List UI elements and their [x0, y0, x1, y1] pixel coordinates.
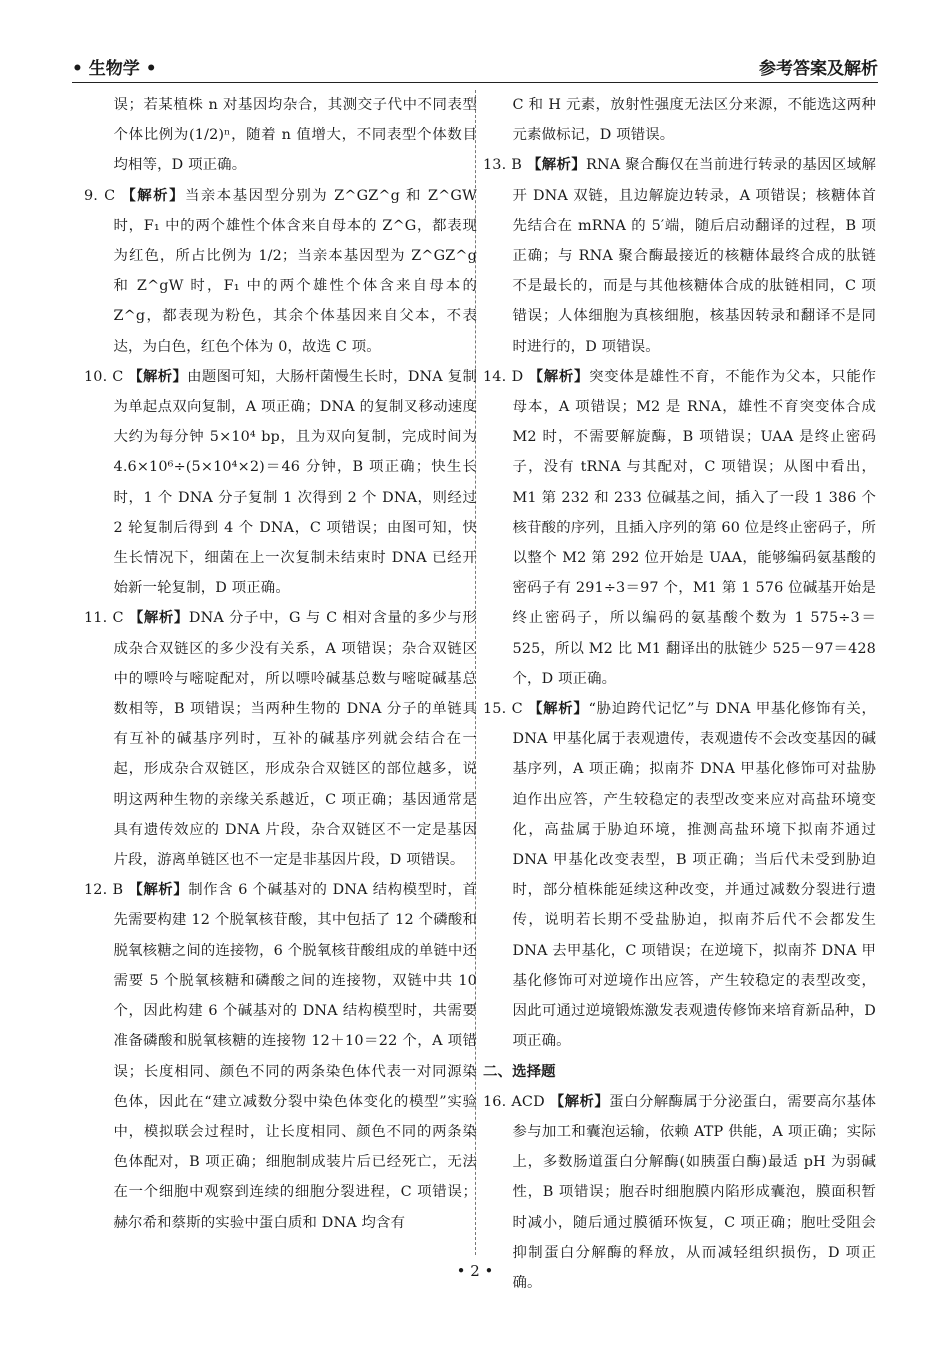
left-column [84, 90, 477, 1238]
answer-8-continuation: 误；若某植株 n 对基因均杂合，其测交子代中不同表型个体比例为(1/2)ⁿ，随着 n 值增大，不同表型个体数目均相等，D 项正确。 [113, 97, 477, 174]
analysis-tag: 【解析】 [128, 882, 189, 899]
answer-number: 15. C [483, 701, 523, 718]
analysis-tag: 【解析】 [528, 701, 589, 718]
answer-10 [84, 362, 477, 604]
analysis-tag: 【解析】 [549, 1093, 610, 1110]
analysis-tag: 【解析】 [526, 157, 587, 174]
answer-number: 14. D [483, 368, 524, 385]
section-heading: 二、选择题 [483, 1063, 556, 1080]
answer-number: 11. C [84, 610, 124, 627]
header-title: 参考答案及解析 [759, 59, 878, 79]
answer-number: 12. B [84, 882, 124, 899]
answer-text: 突变体是雄性不育，不能作为父本，只能作母本，A 项错误；M2 是 RNA，雄性不育突变体合成 M2 时，不需要解旋酶，B 项错误；UAA 是终止密码子，没有 tRNA 与其配对，C 项错误；从图中看出，M1 第 232 和 233 位碱基之间，插入了一段 1 386 个核苷酸的序列，且插入序列的第 60 位是终止密码子，所以整个 M2 第 292 位开始是 UAA，能够编码氨基酸的密码子有 291÷3＝97 个，M1 第 1 576 位碱基开始是终止密码子，所以编码的氨基酸个数为 1 575÷3＝525，所以 M2 比 M1 翻译出的肽链少 525－97＝428 个，D 项正确。 [512, 368, 876, 687]
answer-15 [483, 694, 876, 1056]
analysis-tag: 【解析】 [128, 368, 188, 385]
answer-text: 制作含 6 个碱基对的 DNA 结构模型时，首先需要构建 12 个脱氧核苷酸，其中包括了 12 个磷酸和脱氧核糖之间的连接物，6 个脱氧核苷酸组成的单链中还需要 5 个脱氧核糖和磷酸之间的连接物，双链中共 10 个，因此构建 6 个碱基对的 DNA 结构模型时，共需要准备磷酸和脱氧核糖的连接物 12＋10＝22 个，A 项错误；长度相同、颜色不同的两条染色体代表一对同源染色体，因此在“建立减数分裂中染色体变化的模型”实验中，模拟联会过程时，让长度相同、颜色不同的两条染色体配对，B 项正确；细胞制成装片后已经死亡，无法在一个细胞中观察到连续的细胞分裂进程，C 项错误；赫尔希和蔡斯的实验中蛋白质和 DNA 均含有 [113, 882, 477, 1231]
answer-9 [84, 181, 477, 362]
subject-label: • 生物学 • [72, 59, 157, 79]
analysis-tag: 【解析】 [528, 368, 590, 385]
answer-text: 由题图可知，大肠杆菌慢生长时，DNA 复制为单起点双向复制，A 项正确；DNA 的复制叉移动速度大约为每分钟 5×10⁴ bp，且为双向复制，完成时间为 4.6×10⁶÷(5×10⁴×2)＝46 分钟，B 项正确；快生长时，1 个 DNA 分子复制 1 次得到 2 个 DNA，则经过 2 轮复制后得到 4 个 DNA，C 项错误；由图可知，快生长情况下，细菌在上一次复制未结束时 DNA 已经开始新一轮复制，D 项正确。 [113, 368, 477, 597]
answer-12 [84, 875, 477, 1237]
answer-number: 10. C [84, 368, 124, 385]
page-number: • 2 • [456, 1262, 494, 1280]
answer-number: 9. C [84, 187, 116, 204]
answer-12-continuation: C 和 H 元素，放射性强度无法区分来源，不能选这两种元素做标记，D 项错误。 [512, 97, 876, 144]
answer-11 [84, 603, 477, 875]
answer-text: “胁迫跨代记忆”与 DNA 甲基化修饰有关，DNA 甲基化属于表观遗传，表观遗传不会改变基因的碱基序列，A 项正确；拟南芥 DNA 甲基化修饰可对盐胁迫作出应答，产生较稳定的表型改变来应对高盐环境变化，高盐属于胁迫环境，推测高盐环境下拟南芥通过 DNA 甲基化改变表型，B 项正确；当后代未受到胁迫时，部分植株能延续这种改变，并通过减数分裂进行遗传，说明若长期不受盐胁迫，拟南芥后代不会都发生 DNA 去甲基化，C 项错误；在逆境下，拟南芥 DNA 甲基化修饰可对逆境作出应答，产生较稳定的表型改变，因此可通过逆境锻炼激发表观遗传修饰来培育新品种，D 项正确。 [512, 701, 876, 1050]
analysis-tag: 【解析】 [121, 187, 185, 204]
answer-text: 蛋白分解酶属于分泌蛋白，需要高尔基体参与加工和囊泡运输，依赖 ATP 供能，A 项正确；实际上，多数肠道蛋白分解酶(如胰蛋白酶)最适 pH 为弱碱性，B 项错误；胞吞时细胞膜内陷形成囊泡，膜面积暂时减小，随后通过膜循环恢复，C 项正确；胞吐受阻会抑制蛋白分解酶的释放，从而减轻组织损伤，D 项正确。 [512, 1093, 877, 1291]
answer-text: 当亲本基因型分别为 Z^GZ^g 和 Z^GW 时，F₁ 中的两个雄性个体含来自母本的 Z^G，都表现为红色，所占比例为 1/2；当亲本基因型为 Z^GZ^g 和 Z^gW 时，F₁ 中的两个雄性个体含来自母本的 Z^g，都表现为粉色，其余个体基因来自父本，不表达，为白色，红色个体为 0，故选 C 项。 [113, 187, 477, 355]
analysis-tag: 【解析】 [128, 610, 189, 627]
page-header [72, 52, 878, 83]
answer-text: RNA 聚合酶仅在当前进行转录的基因区域解开 DNA 双链，且边解旋边转录，A 项错误；核糖体首先结合在 mRNA 的 5′端，随后启动翻译的过程，B 项正确；与 RNA 聚合酶最接近的核糖体最终合成的肽链不是最长的，而是与其他核糖体合成的肽链相同，C 项错误；人体细胞为真核细胞，核基因转录和翻译不是同时进行的，D 项错误。 [512, 157, 876, 355]
right-column [483, 90, 876, 1298]
answer-number: 13. B [483, 157, 523, 174]
answer-13 [483, 150, 876, 361]
answer-14 [483, 362, 876, 694]
answer-text: DNA 分子中，G 与 C 相对含量的多少与形成杂合双链区的多少没有关系，A 项错误；杂合双链区中的嘌呤与嘧啶配对，所以嘌呤碱基总数与嘧啶碱基总数相等，B 项错误；当两种生物的 DNA 分子的单链具有互补的碱基序列时，互补的碱基序列就会结合在一起，形成杂合双链区，形成杂合双链区的部位越多，说明这两种生物的亲缘关系越近，C 项正确；基因通常是具有遗传效应的 DNA 片段，杂合双链区不一定是基因片段，游离单链区也不一定是非基因片段，D 项错误。 [113, 610, 477, 869]
answer-number: 16. ACD [483, 1093, 545, 1110]
